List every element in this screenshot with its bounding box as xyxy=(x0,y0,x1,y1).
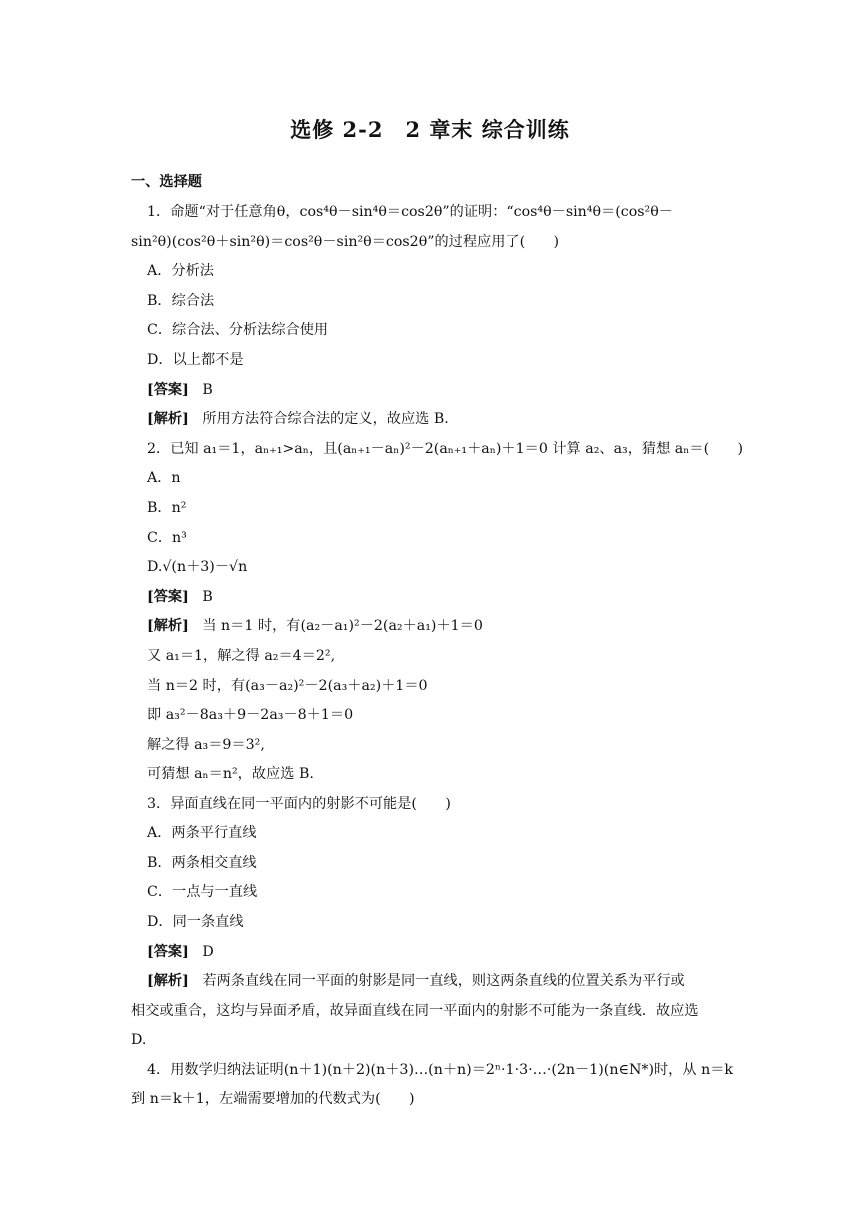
q2-option-b: B．n² xyxy=(147,500,187,516)
q1-option-b: B．综合法 xyxy=(147,293,215,309)
q1-option-c: C．综合法、分析法综合使用 xyxy=(147,322,329,338)
answer-value: B xyxy=(202,382,213,398)
q3-stem: 3．异面直线在同一平面内的射影不可能是( ) xyxy=(147,796,451,812)
q2-option-c: C．n³ xyxy=(147,530,187,546)
answer-tag: [答案] xyxy=(147,382,189,398)
section-heading: 一、选择题 xyxy=(131,174,202,190)
answer-tag: [答案] xyxy=(147,944,189,960)
analysis-tag: [解析] xyxy=(147,618,189,634)
q2-analysis-step-6: 可猜想 aₙ＝n²，故应选 B. xyxy=(147,766,314,782)
q1-answer xyxy=(147,380,213,400)
q2-option-a: A．n xyxy=(147,470,181,486)
q3-option-d: D．同一条直线 xyxy=(147,914,244,930)
q3-option-a: A．两条平行直线 xyxy=(147,825,257,841)
q3-analysis-line2: 相交或重合，这均与异面矛盾，故异面直线在同一平面内的射影不可能为一条直线．故应选 xyxy=(131,1003,699,1019)
answer-value: D xyxy=(202,944,214,960)
q1-stem-line1: 1．命题“对于任意角θ，cos⁴θ－sin⁴θ＝cos2θ”的证明：“cos⁴θ－sin⁴θ＝(cos²θ－ xyxy=(147,204,673,220)
q2-analysis-step-4: 即 a₃²－8a₃＋9－2a₃－8＋1＝0 xyxy=(147,707,354,723)
q4-stem-line1: 4．用数学归纳法证明(n＋1)(n＋2)(n＋3)…(n＋n)＝2ⁿ·1·3·…·(2n－1)(n∈N*)时，从 n＝k xyxy=(147,1062,733,1078)
q3-answer xyxy=(147,942,214,962)
q2-analysis-step-2: 又 a₁＝1，解之得 a₂＝4＝2², xyxy=(147,648,336,664)
analysis-text-line1: 若两条直线在同一平面的射影是同一直线，则这两条直线的位置关系为平行或 xyxy=(202,973,685,989)
answer-value: B xyxy=(202,589,213,605)
analysis-tag: [解析] xyxy=(147,973,189,989)
q2-stem: 2．已知 a₁＝1，aₙ₊₁>aₙ，且(aₙ₊₁－aₙ)²－2(aₙ₊₁＋aₙ)＋1＝0 计算 a₂、a₃，猜想 aₙ＝( ) xyxy=(147,441,744,457)
q3-option-c: C．一点与一直线 xyxy=(147,884,258,900)
q2-option-d: D.√(n＋3)－√n xyxy=(147,559,248,575)
q2-answer xyxy=(147,587,213,607)
q3-analysis-line3: D. xyxy=(131,1032,147,1048)
page-title: 选修 2-2 2 章末 综合训练 xyxy=(290,117,570,142)
q2-analysis xyxy=(147,616,483,636)
q1-option-d: D．以上都不是 xyxy=(147,352,244,368)
q3-option-b: B．两条相交直线 xyxy=(147,855,257,871)
q1-stem-line2: sin²θ)(cos²θ＋sin²θ)＝cos²θ－sin²θ＝cos2θ”的过程应用了( ) xyxy=(131,234,560,250)
q4-stem-line2: 到 n＝k＋1，左端需要增加的代数式为( ) xyxy=(131,1091,415,1107)
q2-analysis-step-5: 解之得 a₃＝9＝3², xyxy=(147,737,265,753)
q2-analysis-step-3: 当 n＝2 时，有(a₃－a₂)²－2(a₃＋a₂)＋1＝0 xyxy=(147,678,428,694)
analysis-tag: [解析] xyxy=(147,411,189,427)
q1-analysis xyxy=(147,409,449,429)
q1-option-a: A．分析法 xyxy=(147,263,214,279)
analysis-step-1: 当 n＝1 时，有(a₂－a₁)²－2(a₂＋a₁)＋1＝0 xyxy=(202,618,483,634)
q3-analysis xyxy=(147,971,685,991)
analysis-text: 所用方法符合综合法的定义，故应选 B. xyxy=(202,411,449,427)
answer-tag: [答案] xyxy=(147,589,189,605)
